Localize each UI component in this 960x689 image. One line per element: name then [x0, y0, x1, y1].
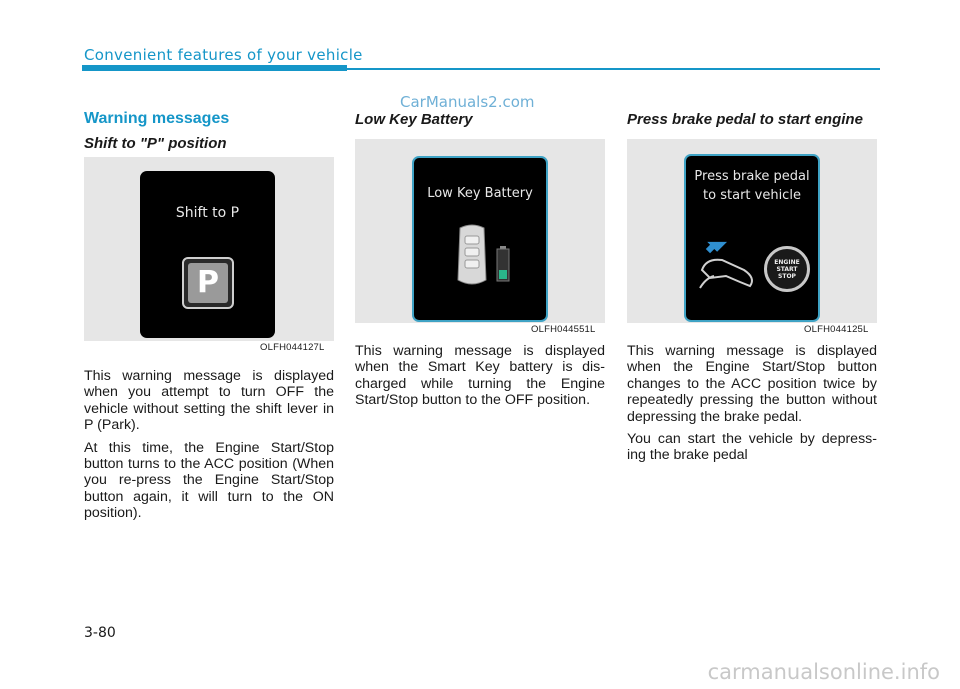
cluster-display — [684, 154, 820, 322]
section-title: Warning messages — [84, 110, 230, 127]
display-message-line2: to start vehicle — [703, 188, 801, 203]
figure-code: OLFH044551L — [531, 324, 596, 335]
brake-pedal-icon — [696, 230, 766, 292]
header-rule-thick — [82, 65, 347, 71]
button-label-line1: ENGINE — [774, 259, 800, 266]
paragraph: This warning message is displayed when the Smart Key battery is dis-charged while turning the Engine Start/Stop button to the OFF position. — [355, 343, 605, 409]
body-text-low-key — [355, 343, 605, 415]
cluster-display — [412, 156, 548, 322]
watermark-bottom: carmanualsonline.info — [707, 660, 940, 684]
park-p-icon — [182, 257, 234, 309]
body-text-shift — [84, 368, 334, 528]
page-number: 3-80 — [84, 625, 116, 641]
battery-icon — [496, 246, 510, 282]
paragraph: At this time, the Engine Start/Stop button turns to the ACC position (When you re-press the Engine Start/Stop button again, it will turn to the ON position). — [84, 439, 334, 522]
figure-press-brake — [627, 139, 877, 323]
heading-shift-to-p: Shift to "P" position — [84, 135, 227, 152]
button-label-line2: START — [776, 266, 798, 273]
chapter-title: Convenient features of your vehicle — [84, 46, 363, 64]
display-message: Low Key Battery — [427, 186, 533, 201]
paragraph: This warning message is displayed when the Engine Start/Stop button changes to the ACC position twice by repeatedly pressing the button without depressing the brake pedal. — [627, 343, 877, 425]
figure-low-key-battery — [355, 139, 605, 323]
paragraph: This warning message is displayed when you attempt to turn OFF the vehicle without setting the shift lever in P (Park). — [84, 368, 334, 434]
park-p-label: P — [188, 263, 228, 303]
header-rule-thin — [347, 68, 880, 70]
paragraph: You can start the vehicle by depress-ing the brake pedal — [627, 431, 877, 464]
watermark-top: CarManuals2.com — [400, 93, 535, 111]
heading-press-brake: Press brake pedal to start engine — [627, 111, 863, 128]
display-message-line1: Press brake pedal — [694, 169, 810, 184]
heading-low-key-battery: Low Key Battery — [355, 111, 473, 128]
engine-start-stop-button-icon — [764, 246, 810, 292]
smart-key-icon — [452, 224, 492, 288]
body-text-press-brake — [627, 343, 877, 470]
figure-shift-to-p — [84, 157, 334, 341]
cluster-display — [140, 171, 275, 338]
figure-code: OLFH044127L — [260, 342, 325, 353]
display-message: Shift to P — [175, 205, 240, 221]
button-label-line3: STOP — [778, 273, 796, 280]
figure-code: OLFH044125L — [804, 324, 869, 335]
